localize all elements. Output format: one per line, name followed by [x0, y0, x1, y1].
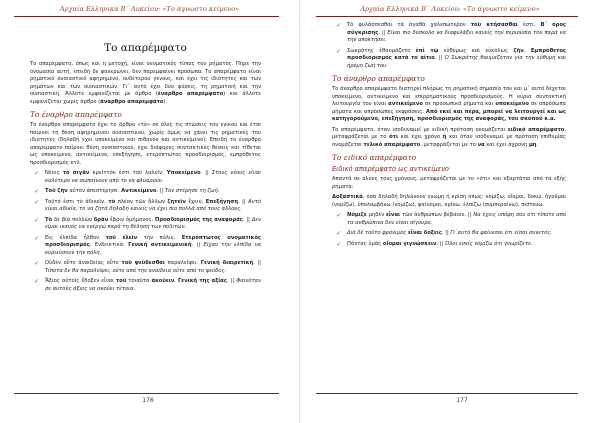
text-run: ἀκούειν	[151, 278, 175, 284]
check-icon: ✓	[34, 278, 40, 285]
text-run: Νόμιζε	[347, 212, 367, 218]
text-run: Γενική αντικειμενική	[128, 242, 192, 248]
example-item	[336, 22, 566, 45]
text-run: Εἰς ἐλπίδα ἦλθον	[45, 234, 106, 241]
page-right	[300, 0, 600, 423]
text-run: σε απρόσωπα ρήματα και απρόσωπες εκφράσεις.	[332, 101, 566, 115]
footer-rule	[316, 393, 578, 394]
text-run: .	[253, 260, 258, 266]
check-icon: ✓	[34, 216, 40, 224]
check-icon: ✓	[34, 234, 40, 242]
text-run: ) και άλλοτε εμφανίζεται χωρίς άρθρο (	[30, 91, 261, 105]
text-run: δρᾶν	[93, 216, 109, 223]
text-run: εἶναι δόξεις	[407, 230, 442, 236]
text-run: .	[156, 188, 160, 194]
text-run: δὲ βίᾳ πολλῶν	[52, 216, 94, 223]
text-run: || Είχαν την ελπίδα να κυριεύσουν την πόλη.	[45, 242, 262, 256]
text-run: .	[378, 29, 382, 36]
text-run: τὴν πόλιν.	[137, 234, 182, 241]
example-list-top	[332, 22, 566, 70]
text-run: ζῆν	[513, 47, 524, 54]
text-run: || Όλοι εσείς νομίζω ότι γνωρίζετε.	[439, 240, 533, 247]
text-run: τοῦ ἑλεῖν	[105, 234, 138, 241]
text-run: έναρθρο απαρέμφατο	[157, 91, 224, 97]
example-item	[34, 170, 261, 185]
check-icon: ✓	[336, 22, 342, 29]
text-run: αὐτὸν ἀπεστέρησε.	[67, 188, 122, 194]
section-heading-enarthro: Το έναρθρο απαρέμφατο	[30, 110, 122, 119]
subsection-heading: Ειδικό απαρέμφατο ως αντικείμενο	[332, 165, 449, 173]
text-run: Από εκεί και πέρα, μπορεί να λειτουργεί και ως κατηγορούμενο, επεξήγηση, προσδιορισμός της αναφοράς, του σκοπού κ.α.	[332, 108, 567, 122]
text-run: ειδικό απαρέμφατο	[507, 126, 565, 133]
text-run: || Στους νέους είναι καλύτερο να σωπαίνουν από το να φλυαρούν.	[45, 170, 261, 184]
doxastika-paragraph	[332, 194, 566, 209]
text-run: μη	[528, 141, 537, 148]
text-run: τὸ σιγᾶν	[62, 170, 90, 176]
text-run: κρεῖττόν ἐστι τοῦ λαλεῖν.	[89, 170, 167, 176]
text-run: , όσα δηλαδή δηλώνουν γνώμη ή κρίση όπως: νομίζω, οἴομαι, δοκῶ, ἡγοῦμαι (νομίζω), ὑπολαμβάνω (νομίζω), φαίνομαι, κρίνω, ἐλπίζω (συμπεραίνω), πιστεύω.	[332, 194, 566, 208]
page-body	[332, 22, 566, 251]
text-run: υποκείμενο	[495, 101, 529, 107]
example-item	[34, 216, 261, 232]
text-run: και έχει χρόνο	[397, 134, 443, 140]
infinitive-types-paragraph	[332, 127, 566, 150]
text-run: .	[174, 278, 178, 284]
text-run: .	[200, 170, 206, 176]
text-run: .	[523, 47, 531, 54]
text-run: Τοῦ ζῆν	[45, 188, 68, 194]
text-run: Νέοις	[45, 170, 63, 176]
example-item	[34, 188, 261, 196]
text-run: Τοῦτό ἐστι τὸ ἀδικεῖν,	[45, 198, 109, 205]
text-run: ότι	[389, 134, 398, 140]
check-icon: ✓	[336, 47, 342, 55]
text-run: οἴομαι γιγνώσκειν	[382, 240, 437, 247]
text-run: Υποκείμενο	[166, 170, 201, 176]
text-run: || Να έχεις υπόψη σου ότι τίποτε από τα ανθρώπινα δεν είναι σίγουρο.	[347, 212, 566, 226]
page-body	[30, 22, 261, 296]
text-run: Δοξαστικά	[332, 194, 363, 200]
enarthro-paragraph: Το έναρθρο απαρέμφατο έχει το άρθρο «τό» σε όλες τις πτώσεις του ενικού και έτσι παίρνει τη θέση αφηρημένου ουσιαστικού, χωρίς όμως να χάνει τις ρηματικές του ιδιότητες (δηλαδή έχει υποκείμενο και πιθανόν και αντικείμενο). Επειδή το έναρθρο απαρέμφατο παίρνει θέση ουσιαστικού, έχει διάφορες συντακτικές θέσεις και τίθεται ως υποκείμενο, αντικείμενο, επεξήγηση, ετερόπτωτος προσδιορισμός, εμπρόθετος προσδιορισμός κτλ.	[30, 122, 261, 166]
example-item	[34, 198, 261, 214]
text-run: .	[191, 242, 197, 248]
section-heading-eidiko: Το ειδικό απαρέμφατο	[332, 153, 417, 162]
running-header: Αρχαία Ελληνικά Β΄ Λυκείου: «Το άγνωστο κείμενο»	[360, 5, 540, 13]
text-run: Ετερόπτωτος ονοματικός προσδιορισμός	[45, 234, 261, 248]
text-run: , μεταφράζεται με το	[332, 126, 566, 140]
text-run: ζητεῖν	[167, 198, 186, 205]
text-run: Σωκράτης ἐθαυμάζετο	[347, 47, 416, 54]
text-run: τὸ	[108, 198, 116, 205]
text-run: μηδὲν	[366, 212, 387, 218]
text-run: ἐπὶ τῷ	[415, 47, 439, 54]
text-run: .	[536, 141, 539, 148]
text-run: ἔβριν ὁμήμανος.	[108, 216, 156, 223]
text-run: || Τον στέρησε τη ζωή.	[159, 188, 220, 194]
text-run: Το άναρθρο απαρέμφατο διατηρεί πλήρως τη ρηματική σημασία του και μ΄ αυτό δέχεται υποκείμενο, αντικείμενο και επιρρηματικούς προσδιορισμούς. Η κύρια συντακτική λειτουργία του είναι	[332, 86, 566, 107]
example-item	[336, 240, 566, 249]
example-item	[336, 212, 566, 227]
text-run: ἔχειν.	[185, 198, 206, 205]
text-run: και όταν ισοδυναμεί με πρόταση επιθυμίας ονομάζεται	[332, 134, 566, 148]
text-run: .	[226, 278, 231, 284]
check-icon: ✓	[34, 260, 40, 267]
check-icon: ✓	[336, 240, 342, 248]
text-run: || Ο Σωκράτης θαυμαζόταν για την εύθυμη και ήρεμη ζωή του.	[347, 55, 566, 69]
chapter-title: Το απαρέμφατο	[104, 42, 187, 54]
text-run: ).	[163, 98, 168, 105]
text-run: , μεταφράζεται με το	[420, 141, 478, 148]
text-run: Β΄ όρος σύγκρισης	[347, 22, 566, 36]
check-icon: ✓	[34, 188, 40, 195]
text-run: .	[242, 216, 247, 223]
text-run: τοῦ ψεύδεσθαι	[121, 260, 165, 266]
text-run: Τὸ	[45, 216, 53, 223]
header-rule	[316, 16, 578, 17]
running-header: Αρχαία Ελληνικά Β΄ Λυκείου: «Το άγνωστο κείμενο»	[59, 5, 240, 13]
intro-paragraph	[30, 61, 261, 106]
text-run: .	[436, 240, 440, 247]
text-run: Γενική διαιρετική	[200, 260, 254, 266]
check-icon: ✓	[336, 212, 342, 219]
page-number: 177	[456, 397, 468, 404]
text-run: Το απαρέμφατο, όταν ισοδυναμεί με ειδική πρόταση ονομάζεται	[332, 126, 508, 133]
example-item	[336, 47, 567, 71]
text-run: τῶν ἀνθρώπων βέβαιον.	[400, 212, 468, 218]
example-item	[34, 278, 261, 293]
text-run: Επεξήγηση	[205, 198, 239, 205]
example-list-bottom	[332, 212, 566, 248]
text-run: .	[434, 55, 439, 61]
check-icon: ✓	[34, 198, 40, 206]
tenses-paragraph: Απαντά σε όλους τους χρόνους, μεταφράζεται με το «ότι» και εξαρτάται από τα εξής ρήματα:	[332, 176, 566, 190]
text-run: τοῦ	[115, 278, 127, 284]
text-run: Γενική της αξίας	[178, 278, 227, 284]
text-run: παραλείψει.	[164, 260, 201, 266]
footer-rule	[14, 393, 279, 394]
text-run: να	[477, 141, 485, 148]
text-run: .	[238, 198, 243, 205]
section-heading-anarthro: Το άναρθρο απαρέμφατο	[332, 74, 425, 83]
text-run: Εμπρόθετος προσδιορισμός κατά το αίτιο	[347, 47, 567, 61]
text-run: . Ενδεικτικά:	[89, 242, 129, 248]
text-run: Προσδιορισμός της αναφοράς	[155, 216, 243, 223]
text-run: και έχει άχρονη	[484, 141, 529, 148]
check-icon: ✓	[336, 230, 342, 237]
text-run: εὐθύμως καὶ εὐκόλως	[438, 47, 514, 54]
text-run: Οὐδὲν οὕτε ἀναιδείας οὔτε	[45, 260, 122, 266]
text-run: || Φαινόταν σε αυτούς άξιος να ακούει τέτοια.	[45, 278, 261, 292]
example-item	[34, 260, 262, 275]
text-run: τελικό απαρέμφατο	[363, 141, 421, 148]
text-run: αντικείμενο	[388, 101, 423, 107]
header-rule	[14, 16, 279, 17]
text-run: ἐστι.	[517, 22, 541, 28]
page-number: 176	[142, 397, 154, 404]
text-run: || Αυτό είναι αδικία, το να ζητά δηλαδή κανείς να έχει πιο πολλά από τους άλλους.	[45, 198, 261, 212]
text-run: || Είναι πιο δύσκολο να διαφυλάξει κανείς την περιουσία του παρά να την αποκτήσει.	[347, 29, 566, 43]
example-list	[30, 170, 261, 293]
text-run: άναρθρο απαρέμφατο	[100, 98, 164, 105]
text-run: εἶναι	[386, 212, 401, 218]
text-run: Πάντας ὑμᾶς	[347, 240, 383, 247]
check-icon: ✓	[34, 170, 40, 177]
text-run: Το απαρέμφατο, όπως και η μετοχή, είναι ονοματικός τύπος του ρήματος. Πήρε την ονομασία αυτή, επειδή δε φανερώνει, δεν παρεμφαίνει πρόσωπα. Το απαρέμφατο είναι ρηματικό ουσιαστικό αφηρημένο, ουδέτερου γένους, και έχει τις ιδιότητες και των ρημάτων και των ουσιαστικών. Γι΄ αυτό έχει δύο φύσεις, τη ρηματική και την ουσιαστική. Άλλοτε εμφανίζεται με άρθρο (	[30, 61, 261, 97]
text-run: Ἄξιος αὐτοῖς ἔδοξεν εἶναι	[45, 278, 116, 284]
text-run: Τὸ φυλάσσεσθαι τὰ ἀγαθὰ χαλεπώτερον	[347, 22, 471, 28]
example-item	[34, 234, 262, 258]
example-item	[336, 230, 566, 238]
anarthro-paragraph	[332, 86, 566, 124]
text-run: τοῦ κτήσασθαι	[470, 22, 518, 28]
text-run: || Δεν είμαι ικανός να ενεργώ παρά τη θέληση των πολιτών.	[45, 216, 261, 230]
text-run: πλέον τῶν ἄλλων	[115, 198, 168, 205]
text-run: σε προσωπικά ρήματα και	[422, 101, 496, 107]
text-run: τοιαῦτα	[126, 278, 152, 284]
text-run: . || Γι΄αυτό θα φαίνεσαι ότι είσαι συνετός.	[441, 230, 553, 236]
text-run: Διὰ δὲ τοῦτο φρόνιμος	[347, 230, 408, 236]
text-run: ή	[442, 134, 447, 140]
text-run: || Τίποτα δε θα παραλείψει, ούτε από την αναίδεια ούτε από το ψεύδος.	[45, 260, 262, 274]
text-run: Αντικείμενο	[121, 188, 157, 194]
